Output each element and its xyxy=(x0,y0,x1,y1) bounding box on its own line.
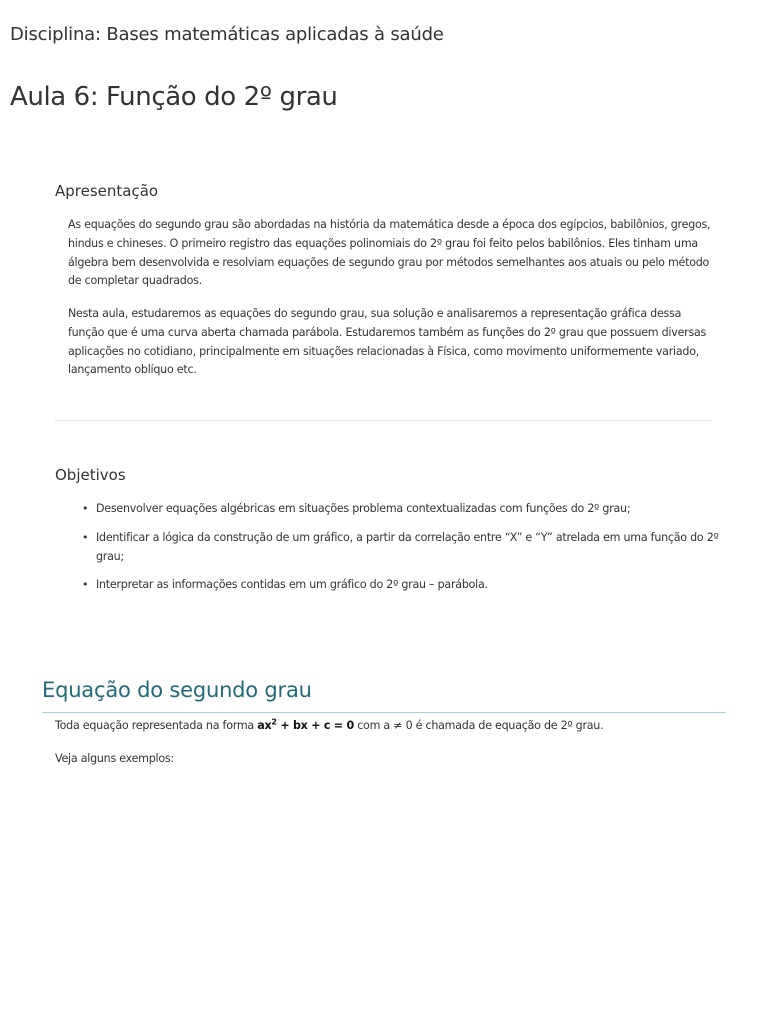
presentation-paragraph-1: As equações do segundo grau são abordadas na história da matemática desde a época dos egípcios, babilônios, gregos, hindus e chineses. O primeiro registro das equações polinomiais do 2º grau foi feito pelos babilônios. Eles tinham uma álgebra bem desenvolvida e resolviam equações de segundo grau por métodos semelhantes aos atuais ou pelo método de completar quadrados. xyxy=(68,218,711,288)
objectives-heading: Objetivos xyxy=(55,466,126,484)
list-item xyxy=(80,500,720,519)
list-item xyxy=(80,576,720,595)
objective-text: Desenvolver equações algébricas em situações problema contextualizadas com funções do 2º grau; xyxy=(96,502,631,515)
equation-intro xyxy=(55,719,603,732)
equation-section-rule xyxy=(42,712,726,713)
objectives-list xyxy=(80,500,720,605)
formula-base: ax xyxy=(257,719,272,732)
lesson-title: Aula 6: Função do 2º grau xyxy=(10,82,338,112)
quadratic-formula xyxy=(257,719,354,732)
discipline-title: Disciplina: Bases matemáticas aplicadas à saúde xyxy=(10,24,444,45)
objective-text: Identificar a lógica da construção de um gráfico, a partir da correlação entre “X” e “Y” atrelada em uma função do 2º grau; xyxy=(96,530,719,563)
bullet-icon: • xyxy=(82,530,89,544)
formula-exponent: 2 xyxy=(271,717,277,727)
formula-rest: + bx + c = 0 xyxy=(276,719,354,732)
presentation-heading: Apresentação xyxy=(55,182,159,200)
bullet-icon: • xyxy=(82,502,89,515)
presentation-paragraph-2: Nesta aula, estudaremos as equações do segundo grau, sua solução e analisaremos a representação gráfica dessa função que é uma curva aberta chamada parábola. Estudaremos também as funções do 2º grau que possuem diversas aplicações no cotidiano, principalmente em situações relacionadas à Física, como movimento uniformemente variado, lançamento oblíquo etc. xyxy=(68,307,707,377)
section-divider xyxy=(55,420,712,421)
objective-text: Interpretar as informações contidas em um gráfico do 2º grau – parábola. xyxy=(96,578,488,592)
examples-text: Veja alguns exemplos: xyxy=(55,752,174,765)
list-item xyxy=(80,529,720,567)
intro-text-before: Toda equação representada na forma xyxy=(55,719,258,732)
equation-section-heading: Equação do segundo grau xyxy=(42,678,312,702)
bullet-icon: • xyxy=(82,578,89,592)
intro-text-after: com a ≠ 0 é chamada de equação de 2º grau. xyxy=(353,719,604,732)
